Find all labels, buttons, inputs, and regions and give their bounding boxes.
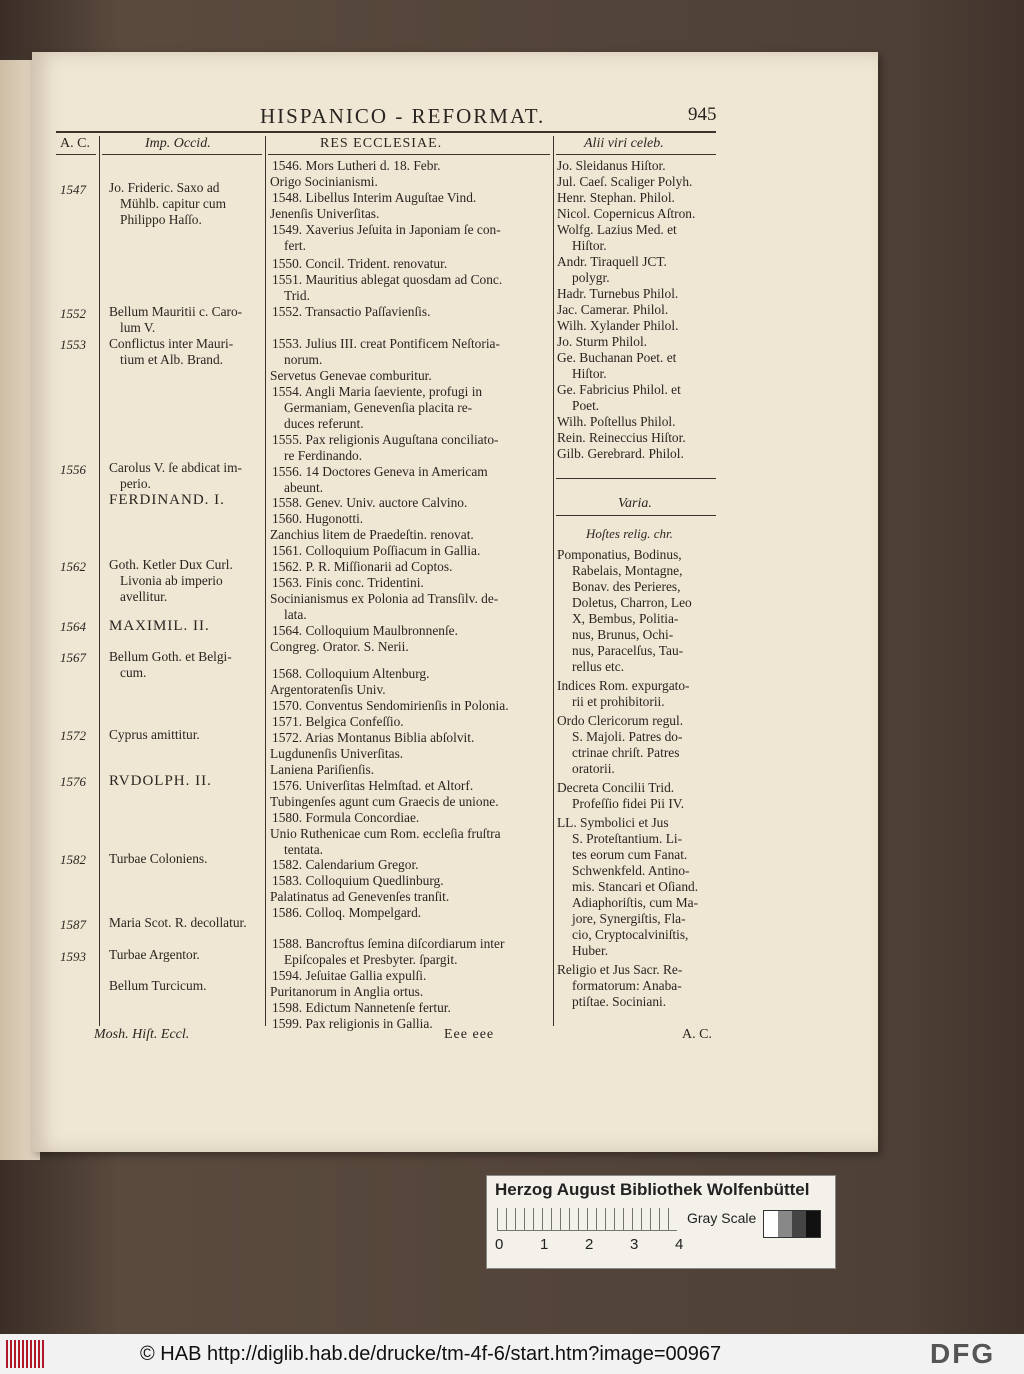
varia-entry: rellus etc.	[572, 659, 625, 674]
year-label: 1582	[60, 852, 86, 867]
varia-entry: nus, Paracelſus, Tau-	[572, 643, 684, 658]
res-entry: lata.	[284, 607, 307, 622]
column-rule-2	[265, 136, 266, 1026]
imp-entry: Livonia ab imperio	[120, 573, 223, 588]
varia-entry: ptiſtae. Sociniani.	[572, 994, 667, 1009]
res-entry: 1576. Univerſitas Helmſtad. et Altorf.	[272, 778, 474, 793]
ruler-number-3: 3	[630, 1236, 639, 1253]
res-entry: 1548. Libellus Interim Auguſtae Vind.	[272, 190, 477, 205]
imp-entry: Bellum Turcicum.	[109, 978, 207, 993]
imp-entry: Conflictus inter Mauri-	[109, 336, 234, 351]
res-entry: duces referunt.	[284, 416, 364, 431]
res-entry: Tubingenſes agunt cum Graecis de unione.	[270, 794, 499, 809]
res-entry: 1550. Concil. Trident. renovatur.	[272, 256, 448, 271]
imp-entry: Bellum Mauritii c. Caro-	[109, 304, 243, 319]
imp-entry: cum.	[120, 665, 147, 680]
varia-entry: Schwenkfeld. Antino-	[572, 863, 690, 878]
varia-entry: cio, Cryptocalviniſtis,	[572, 927, 689, 942]
res-entry: Socinianismus ex Polonia ad Transſilv. de-	[270, 591, 499, 606]
varia-rule-top	[556, 478, 716, 479]
varia-title: Varia.	[618, 496, 652, 511]
year-label: 1562	[60, 559, 86, 574]
res-entry: 1582. Calendarium Gregor.	[272, 857, 419, 872]
res-entry: 1599. Pax religionis in Gallia.	[272, 1016, 433, 1031]
alii-entry: Rein. Reineccius Hiſtor.	[557, 430, 686, 445]
column-rule-3	[553, 136, 554, 1026]
varia-entry: Rabelais, Montagne,	[572, 563, 683, 578]
year-label: 1547	[60, 182, 86, 197]
header-ac: A. C.	[60, 136, 90, 151]
imp-entry: Turbae Coloniens.	[109, 851, 208, 866]
alii-entry: Jo. Sturm Philol.	[557, 334, 648, 349]
imp-entry: avellitur.	[120, 589, 168, 604]
varia-entry: mis. Stancari et Oſiand.	[572, 879, 699, 894]
alii-entry: Wolfg. Lazius Med. et	[557, 222, 677, 237]
res-entry: 1549. Xaverius Jeſuita in Japoniam ſe con-	[272, 222, 501, 237]
imp-entry: MAXIMIL. II.	[109, 618, 210, 634]
res-entry: Palatinatus ad Genevenſes tranſit.	[270, 889, 450, 904]
alii-entry: Ge. Buchanan Poet. et	[557, 350, 677, 365]
page-number: 945	[688, 104, 717, 125]
ruler-number-2: 2	[585, 1236, 594, 1253]
res-entry: 1570. Conventus Sendomirienſis in Polonia.	[272, 698, 509, 713]
ruler-number-0: 0	[495, 1236, 504, 1253]
res-entry: Puritanorum in Anglia ortus.	[270, 984, 424, 999]
varia-entry: Adiaphoriſtis, cum Ma-	[572, 895, 699, 910]
res-entry: 1598. Edictum Nannetenſe fertur.	[272, 1000, 451, 1015]
res-entry: norum.	[284, 352, 323, 367]
varia-entry: tes eorum cum Fanat.	[572, 847, 688, 862]
footer-catchword: A. C.	[682, 1027, 712, 1042]
res-entry: Epiſcopales et Presbyter. ſpargit.	[284, 952, 458, 967]
header-rule-res	[268, 154, 550, 155]
res-entry: 1553. Julius III. creat Pontificem Neſtoria-	[272, 336, 500, 351]
alii-entry: Hiſtor.	[572, 366, 607, 381]
res-entry: 1583. Colloquium Quedlinburg.	[272, 873, 444, 888]
varia-entry: S. Majoli. Patres do-	[572, 729, 683, 744]
year-label: 1564	[60, 619, 86, 634]
varia-entry: Decreta Concilii Trid.	[557, 780, 675, 795]
year-label: 1552	[60, 306, 86, 321]
ruler-number-4: 4	[675, 1236, 684, 1253]
varia-entry: Profeſſio fidei Pii IV.	[572, 796, 685, 811]
alii-entry: Wilh. Poſtellus Philol.	[557, 414, 676, 429]
footer-left: Mosh. Hiſt. Eccl.	[94, 1027, 190, 1042]
res-entry: Congreg. Orator. S. Nerii.	[270, 639, 409, 654]
header-rule-imp	[102, 154, 262, 155]
res-entry: Unio Ruthenicae cum Rom. eccleſia fruſtra	[270, 826, 501, 841]
varia-entry: ctrinae chriſt. Patres	[572, 745, 680, 760]
imp-entry: FERDINAND. I.	[109, 492, 225, 508]
varia-entry: formatorum: Anaba-	[572, 978, 682, 993]
imp-entry: Maria Scot. R. decollatur.	[109, 915, 247, 930]
varia-entry: Indices Rom. expurgato-	[557, 678, 690, 693]
alii-entry: Nicol. Copernicus Aſtron.	[557, 206, 696, 221]
res-entry: 1571. Belgica Confeſſio.	[272, 714, 404, 729]
res-entry: Trid.	[284, 288, 310, 303]
varia-entry: Bonav. des Perieres,	[572, 579, 681, 594]
res-entry: Origo Socinianismi.	[270, 174, 378, 189]
imp-entry: Carolus V. ſe abdicat im-	[109, 460, 243, 475]
imp-entry: tium et Alb. Brand.	[120, 352, 224, 367]
imp-entry: Goth. Ketler Dux Curl.	[109, 557, 233, 572]
res-entry: 1564. Colloquium Maulbronnenſe.	[272, 623, 458, 638]
copyright-link[interactable]: © HAB http://diglib.hab.de/drucke/tm-4f-6/start.htm?image=00967	[140, 1343, 722, 1365]
res-entry: 1563. Finis conc. Tridentini.	[272, 575, 424, 590]
header-rule-alii	[556, 154, 716, 155]
res-entry: abeunt.	[284, 480, 324, 495]
res-entry: 1546. Mors Lutheri d. 18. Febr.	[272, 158, 441, 173]
res-entry: 1552. Transactio Paſſavienſis.	[272, 304, 431, 319]
imp-entry: Cyprus amittitur.	[109, 727, 200, 742]
res-entry: 1556. 14 Doctores Geneva in Americam	[272, 464, 488, 479]
alii-entry: Hiſtor.	[572, 238, 607, 253]
alii-entry: Henr. Stephan. Philol.	[557, 190, 675, 205]
varia-entry: Religio et Jus Sacr. Re-	[557, 962, 683, 977]
imp-entry: Jo. Frideric. Saxo ad	[109, 180, 220, 195]
res-entry: Argentoratenſis Univ.	[270, 682, 386, 697]
alii-entry: Hadr. Turnebus Philol.	[557, 286, 679, 301]
res-entry: 1594. Jeſuitae Gallia expulſi.	[272, 968, 427, 983]
res-entry: 1568. Colloquium Altenburg.	[272, 666, 430, 681]
varia-entry: Pomponatius, Bodinus,	[557, 547, 682, 562]
varia-entry: Ordo Clericorum regul.	[557, 713, 684, 728]
alii-entry: Gilb. Gerebrard. Philol.	[557, 446, 684, 461]
gray-scale-label: Gray Scale	[687, 1210, 757, 1226]
res-entry: fert.	[284, 238, 306, 253]
imp-entry: Mühlb. capitur cum	[120, 196, 226, 211]
hab-logo-icon	[6, 1340, 46, 1368]
alii-entry: Ge. Fabricius Philol. et	[557, 382, 681, 397]
varia-rule-bottom	[556, 515, 716, 516]
year-label: 1576	[60, 774, 86, 789]
res-entry: 1588. Bancroftus ſemina diſcordiarum inter	[272, 936, 505, 951]
scanned-page	[32, 52, 878, 1152]
res-entry: Lugdunenſis Univerſitas.	[270, 746, 404, 761]
header-alii: Alii viri celeb.	[584, 136, 664, 151]
res-entry: 1560. Hugonotti.	[272, 511, 364, 526]
imp-entry: Turbae Argentor.	[109, 947, 200, 962]
column-rule-1	[99, 136, 100, 1026]
library-stamp	[486, 1175, 836, 1269]
res-entry: 1580. Formula Concordiae.	[272, 810, 420, 825]
res-entry: 1558. Genev. Univ. auctore Calvino.	[272, 495, 468, 510]
alii-entry: Jul. Caeſ. Scaliger Polyh.	[557, 174, 693, 189]
hostes-title: Hoſtes relig. chr.	[586, 526, 673, 541]
year-label: 1556	[60, 462, 86, 477]
res-entry: Laniena Pariſienſis.	[270, 762, 375, 777]
res-entry: Zanchius litem de Praedeſtin. renovat.	[270, 527, 474, 542]
gray-scale-swatch	[763, 1210, 821, 1238]
year-label: 1593	[60, 949, 86, 964]
imp-entry: Philippo Haſſo.	[120, 212, 202, 227]
header-imp: Imp. Occid.	[145, 136, 211, 151]
varia-entry: nus, Brunus, Ochi-	[572, 627, 674, 642]
running-title: HISPANICO - REFORMAT.	[260, 104, 546, 128]
res-entry: Germaniam, Genevenſia placita re-	[284, 400, 473, 415]
alii-entry: Poet.	[572, 398, 600, 413]
res-entry: 1554. Angli Maria ſaeviente, profugi in	[272, 384, 483, 399]
varia-entry: Huber.	[572, 943, 609, 958]
res-entry: Jenenſis Univerſitas.	[270, 206, 380, 221]
alii-entry: Jo. Sleidanus Hiſtor.	[557, 158, 666, 173]
dfg-logo: DFG	[930, 1338, 996, 1369]
imp-entry: RVDOLPH. II.	[109, 773, 212, 789]
res-entry: 1586. Colloq. Mompelgard.	[272, 905, 422, 920]
res-entry: 1561. Colloquium Poſſiacum in Gallia.	[272, 543, 481, 558]
year-label: 1567	[60, 650, 86, 665]
ruler-number-1: 1	[540, 1236, 549, 1253]
varia-entry: S. Proteſtantium. Li-	[572, 831, 683, 846]
res-entry: tentata.	[284, 842, 324, 857]
varia-entry: X, Bembus, Politia-	[572, 611, 679, 626]
footer-bar	[0, 1334, 1024, 1374]
year-label: 1572	[60, 728, 86, 743]
imp-entry: Bellum Goth. et Belgi-	[109, 649, 232, 664]
res-entry: 1562. P. R. Miſſionarii ad Coptos.	[272, 559, 453, 574]
alii-entry: Jac. Camerar. Philol.	[557, 302, 669, 317]
alii-entry: Andr. Tiraquell JCT.	[557, 254, 667, 269]
ruler-numbers	[495, 1236, 720, 1253]
res-entry: 1551. Mauritius ablegat quosdam ad Conc.	[272, 272, 503, 287]
res-entry: Servetus Genevae comburitur.	[270, 368, 432, 383]
stamp-title: Herzog August Bibliothek Wolfenbüttel	[495, 1180, 810, 1199]
res-entry: 1555. Pax religionis Auguſtana conciliato-	[272, 432, 499, 447]
varia-entry: LL. Symbolici et Jus	[557, 815, 669, 830]
alii-entry: polygr.	[572, 270, 610, 285]
varia-entry: rii et prohibitorii.	[572, 694, 665, 709]
header-res: RES ECCLESIAE.	[320, 136, 443, 151]
top-rule	[56, 131, 716, 133]
header-rule-ac	[56, 154, 96, 155]
scale-ruler	[497, 1208, 677, 1231]
varia-entry: oratorii.	[572, 761, 615, 776]
year-label: 1553	[60, 337, 86, 352]
varia-entry: Doletus, Charron, Leo	[572, 595, 692, 610]
imp-entry: lum V.	[120, 320, 156, 335]
footer-signature: Eee eee	[444, 1027, 495, 1042]
alii-entry: Wilh. Xylander Philol.	[557, 318, 679, 333]
res-entry: 1572. Arias Montanus Biblia abſolvit.	[272, 730, 475, 745]
year-label: 1587	[60, 917, 86, 932]
imp-entry: perio.	[120, 476, 151, 491]
varia-entry: jore, Synergiſtis, Fla-	[572, 911, 686, 926]
res-entry: re Ferdinando.	[284, 448, 363, 463]
